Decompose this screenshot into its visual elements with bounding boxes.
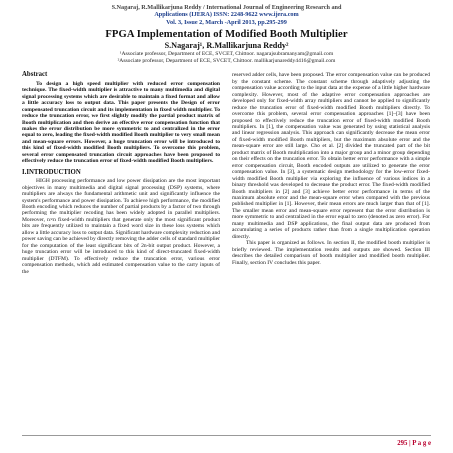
right-column-paragraph-1: reserved adder cells, have been proposed. The error compensation value can be produced by the constant scheme. The constant scheme through adaptively adjusting the compensation value according to the input data at the expense of a little higher hardware complexity. However, most of the adaptive error compensation approaches are developed only for fixed-width array multipliers and cannot be applied to significantly reduce the truncation error of fixed-width modified Booth multipliers directly. To overcome this problem, several error compensation approaches [1]–[3] have been proposed to effectively reduce the truncation error of fixed-width modified Booth multipliers. In [1], the compensation value was generated by using statistical analysis and linear regression analysis. This approach can significantly decrease the mean error of fixed-width modified Booth multipliers, but the maximum absolute error and the mean-square error are still large. Cho et al. [2] divided the truncated part of the bit product matrix of Booth multiplication into a major group and a minor group depending on their effects on the truncation error. To obtain better error performance with a simple error compensation circuit, Booth encoded outputs are utilized to generate the error compensation value. In [3], a systematic design methodology for the low-error fixed-width modified Booth multiplier via exploring the influence of various indices in a binary threshold was developed to decrease the product error. The fixed-width modified Booth multipliers in [2] and [3] achieve better error performance in terms of the maximum absolute error and the mean-square error when compared with the previous published multiplier in [1]. However, their mean errors are much larger than that of [1]. The smaller mean error and mean-square error represent that the error distribution is more symmetric to and centralized in the error equal to zero (denoted as zero error). For many multimedia and DSP applications, the final output data are produced from accumulating a series of products rather than from a single multiplication operation directly. bbox=[232, 72, 430, 240]
journal-header bbox=[22, 4, 431, 26]
introduction-heading: I.INTRODUCTION bbox=[22, 168, 81, 176]
abstract-text: To design a high speed multiplier with reduced error compensation technique. The fixed-width multiplier is attractive to many multimedia and digital signal processing systems which are desirable to maintain a fixed format and allow a little accuracy loss to output data. This paper presents the Design of error compensated truncation circuit and its implementation in fixed width multiplier. To reduce the truncation error, we first slightly modify the partial product matrix of Booth multiplication and then derive an effective error compensation function that makes the error distribution be more symmetric to and centralized in the error equal to zero, leading the fixed-width modified Booth multiplier to very small mean and mean-square errors. However, a huge truncation error will be introduced to this kind of fixed-width modified Booth multipliers. To overcome this problem, several error compensated truncation circuit approaches have been proposed to effectively reduce the truncation error of fixed-width modified Booth multipliers. bbox=[22, 80, 220, 165]
right-column-paragraph-2: This paper is organized as follows. In section II, the modified booth multiplier is briefly reviewed. The implementation results and outputs are showed. Section III describes the detailed comparison of booth multiplier and modified booth multiplier. Finally, section IV concludes this paper. bbox=[232, 240, 430, 266]
introduction-text: HIGH processing performance and low power dissipation are the most important objectives in many multimedia and digital signal processing (DSP) systems, where multipliers are always the fundamental arithmetic unit and significantly influence the system's performance and power dissipation. To achieve high performance, the modified Booth encoding which reduces the number of partial products by a factor of two through performing the multiplier recoding has been widely adopted in parallel multipliers. Moreover, n×n fixed-width multipliers that generate only the most significant product bits are frequently utilized to maintain a fixed word size in these loss systems which allow a little accuracy loss to output data. Significant hardware complexity reduction and power saving can be achieved by directly removing the adder cells of standard multiplier for the computation of the least significant bits of 2n-bit output product. However, a huge truncation error will be introduced to this kind of direct-truncated fixed-width multiplier (DTFM). To effectively reduce the truncation error, various error compensation methods, which add estimated compensation value to the carry inputs of the bbox=[22, 178, 220, 275]
page-number: 295 | P a g e bbox=[397, 440, 431, 447]
journal-header-line3: Vol. 3, Issue 2, March -April 2013, pp.295-299 bbox=[166, 18, 287, 26]
affiliation-1: ¹Associate professor, Department of ECE, SVCET, Chittoor. nagarajsubramanyam@gmail.com bbox=[119, 51, 334, 58]
abstract-heading: Abstract bbox=[22, 71, 48, 79]
journal-header-line2: Applications (IJERA) ISSN: 2248-9622 www.ijera.com bbox=[154, 11, 299, 19]
affiliation-2: ²Associate professor, Department of ECE, SVCET, Chittoor. mallikarjunareddy4416@gmail.com bbox=[117, 57, 336, 64]
footer-divider bbox=[22, 435, 431, 436]
paper-title: FPGA Implementation of Modified Booth Multiplier bbox=[105, 29, 348, 41]
journal-header-line1: S.Nagaraj, R.Mallikarjuna Reddy / International Journal of Engineering Research and bbox=[111, 4, 342, 11]
right-column bbox=[232, 72, 430, 275]
left-column bbox=[22, 72, 220, 275]
body-columns bbox=[22, 72, 431, 275]
paper-authors: S.Nagaraj¹, R.Mallikarjuna Reddy² bbox=[164, 41, 289, 51]
